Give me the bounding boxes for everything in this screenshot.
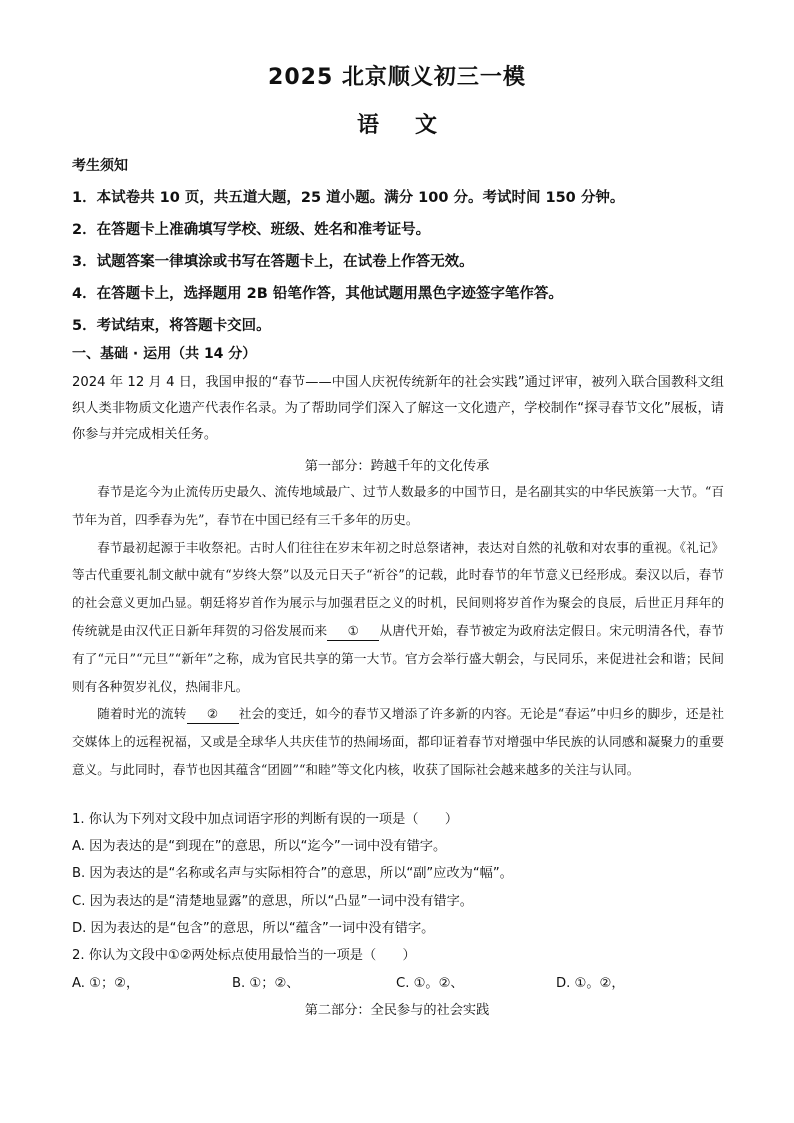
part2-title: 第二部分：全民参与的社会实践 — [304, 1003, 490, 1018]
passage-paragraph-1: 春节是迄今为止流传历史最久、流传地域最广、过节人数最多的中国节日，是名副其实的中华民族第一大节。“百节年为首，四季春为先”，春节在中国已经有三千多年的历史。 — [72, 484, 724, 527]
notice-item-1: 1．本试卷共 10 页，共五道大题，25 道小题。满分 100 分。考试时间 150 分钟。 — [72, 190, 625, 206]
section-heading: 一、基础 · 运用（共 14 分） — [72, 346, 257, 362]
blank-1: ① — [327, 622, 379, 641]
passage-paragraph-3 — [72, 700, 724, 783]
subject-title: 语文 — [356, 113, 473, 138]
paragraph-3-text-a: 随着时光的流转 — [97, 706, 187, 722]
notice-item-4: 4．在答题卡上，选择题用 2B 铅笔作答，其他试题用黑色字迹签字笔作答。 — [72, 286, 563, 302]
part1-title: 第一部分：跨越千年的文化传承 — [304, 459, 490, 474]
question-1-option-d: D. 因为表达的是“包含”的意思，所以“蕴含”一词中没有错字。 — [72, 921, 435, 936]
question-2-option-d: D. ①。②， — [556, 976, 625, 991]
question-2-options — [72, 972, 724, 992]
blank-2: ② — [187, 705, 239, 724]
notice-item-5: 5．考试结束，将答题卡交回。 — [72, 318, 271, 334]
question-1-stem: 1. 你认为下列对文段中加点词语字形的判断有误的一项是（ ） — [72, 812, 459, 827]
paragraph-2-text-b: 从唐代开始，春节被定为政府法定假日。宋元明清各代，春节有了“元日”“元旦”“新年”之称，成为官民共享的第一大节。官方会举行盛大朝会，与民同乐，来促进社会和谐；民间则有各种贺岁礼仪，热闹非凡。 — [72, 622, 725, 694]
question-2-stem: 2. 你认为文段中①②两处标点使用最恰当的一项是（ ） — [72, 948, 416, 963]
question-1-option-c: C. 因为表达的是“清楚地显露”的意思，所以“凸显”一词中没有错字。 — [72, 894, 473, 909]
notice-item-3: 3．试题答案一律填涂或书写在答题卡上，在试卷上作答无效。 — [72, 254, 474, 270]
question-1-option-b: B. 因为表达的是“名称或名声与实际相符合”的意思，所以“副”应改为“幅”。 — [72, 866, 513, 881]
section-intro: 2024 年 12 月 4 日，我国申报的“春节——中国人庆祝传统新年的社会实践”通过评审，被列入联合国教科文组织人类非物质文化遗产代表作名录。为了帮助同学们深入了解这一文化遗产，学校制作“探寻春节文化”展板，请你参与并完成相关任务。 — [72, 375, 724, 442]
reading-passage — [72, 478, 724, 784]
question-1-option-a: A. 因为表达的是“到现在”的意思，所以“迄今”一词中没有错字。 — [72, 839, 447, 854]
exam-title: 2025 北京顺义初三一模 — [268, 65, 526, 90]
question-2-option-c: C. ①。②、 — [396, 976, 464, 991]
question-2-option-a: A. ①；②， — [72, 976, 140, 991]
passage-paragraph-2 — [72, 534, 724, 701]
notice-item-2: 2．在答题卡上准确填写学校、班级、姓名和准考证号。 — [72, 222, 431, 238]
question-2-option-b: B. ①；②、 — [232, 976, 300, 991]
paragraph-2-text-a: 春节最初起源于丰收祭祀。古时人们往往在岁末年初之时总祭诸神，表达对自然的礼敬和对农事的重视。《礼记》等古代重要礼制文献中就有“岁终大祭”以及元日天子“祈谷”的记载，此时春节的年节意义已经形成。秦汉以后，春节的社会意义更加凸显。朝廷将岁首作为展示与加强君臣之义的时机，民间则将岁首作为聚会的良辰，后世正月拜年的传统就是由汉代正日新年拜贺的习俗发展而来 — [72, 539, 724, 638]
notice-heading: 考生须知 — [72, 158, 128, 174]
paragraph-3-text-b: 社会的变迁，如今的春节又增添了许多新的内容。无论是“春运”中归乡的脚步，还是社交媒体上的远程祝福，又或是全球华人共庆佳节的热闹场面，都印证着春节对增强中华民族的认同感和凝聚力的重要意义。与此同时，春节也因其蕴含“团圆”“和睦”等文化内核，收获了国际社会越来越多的关注与认同。 — [72, 706, 724, 777]
